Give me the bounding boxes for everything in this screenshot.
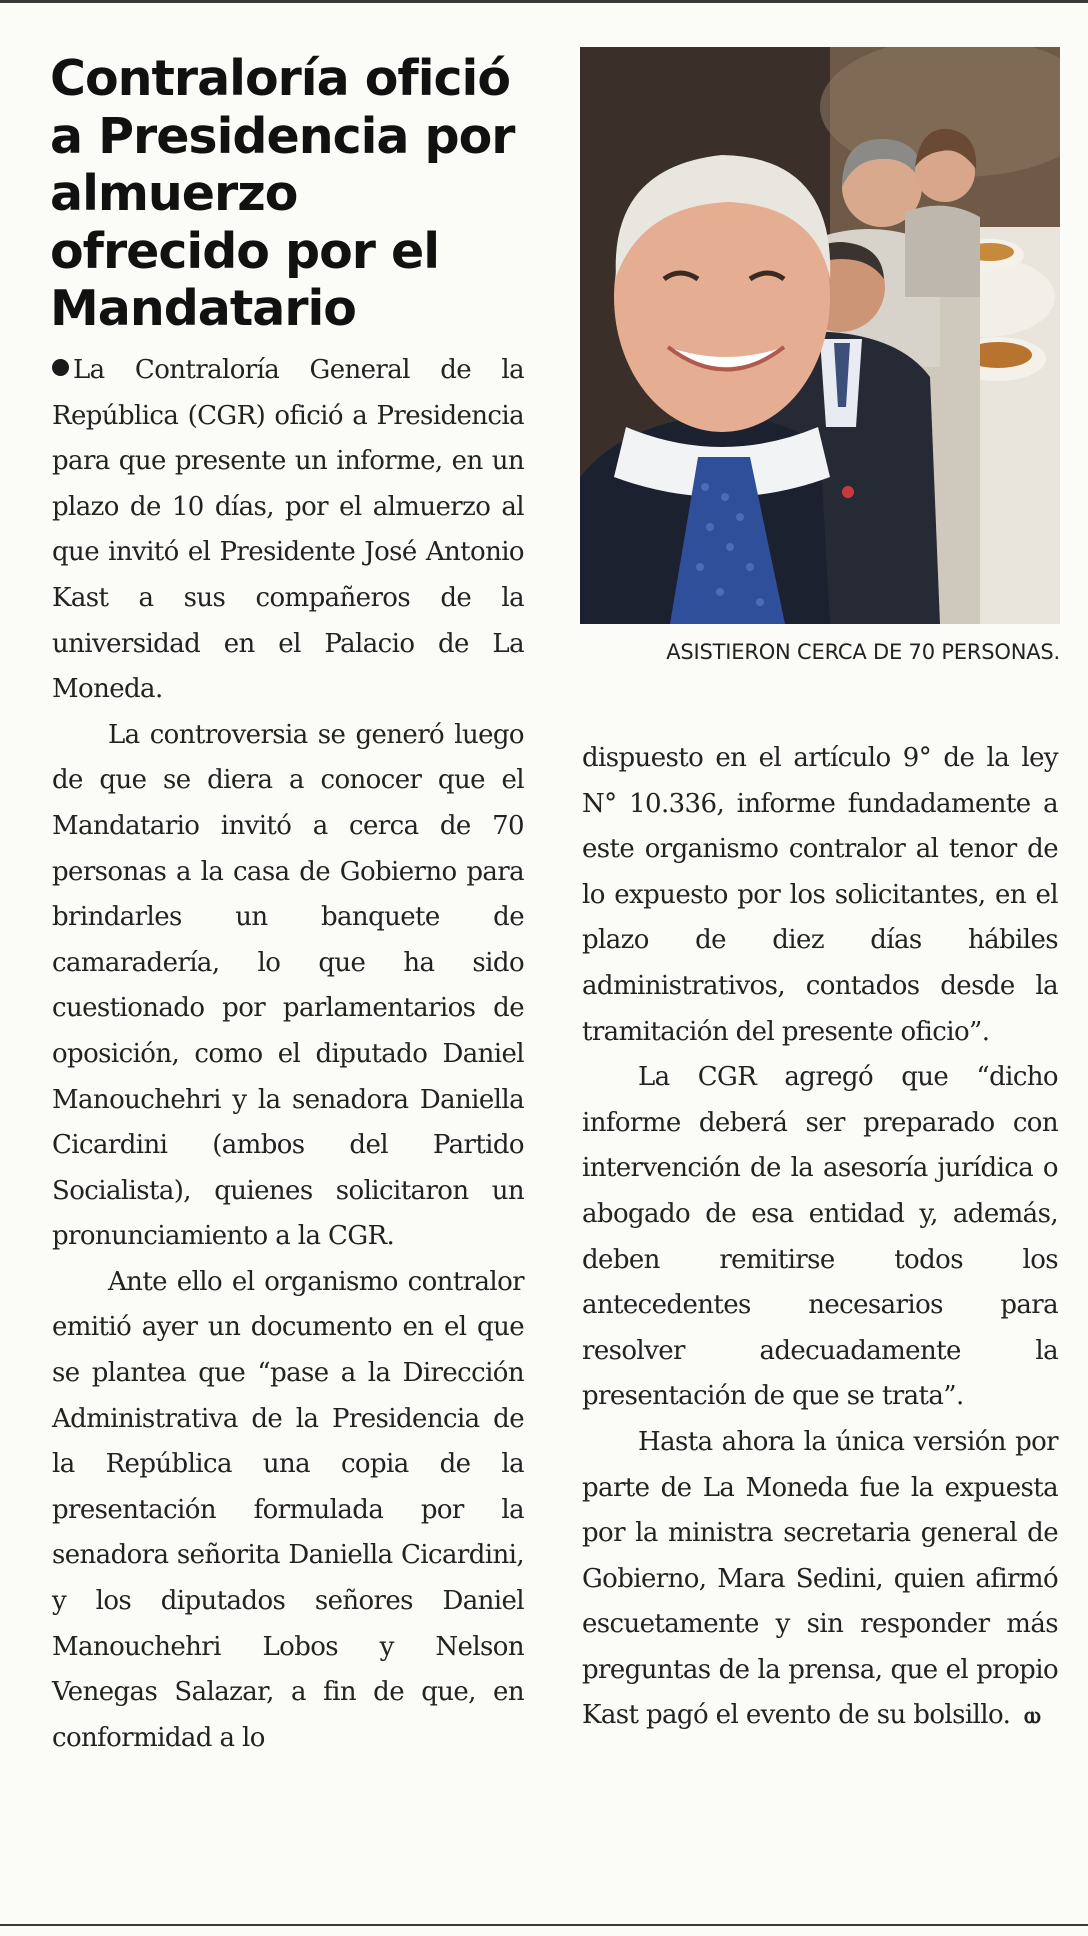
paragraph-5: Hasta ahora la única versión por parte de La Moneda fue la expuesta por la ministra secretaria general de Gobierno, Mara Sedini, quien afirmó escuetamente y sin responder más preguntas de la prensa, que el propio Kast pagó el evento de su bolsillo. ⲱ — [582, 1426, 1058, 1731]
top-rule — [0, 0, 1088, 3]
photo-illustration — [580, 47, 1060, 624]
bottom-rule — [0, 1924, 1088, 1926]
article-photo — [580, 47, 1060, 624]
end-mark-icon: ⲱ — [1024, 1701, 1040, 1730]
paragraph-3-continued: dispuesto en el artículo 9° de la ley N° 10.336, informe fundadamente a este organismo contralor al tenor de lo expuesto por los solicitantes, en el plazo de diez días hábiles administrativos, contados desde la tramitación del presente oficio”. — [582, 743, 1058, 1047]
paragraph-4: La CGR agregó que “dicho informe deberá ser preparado con intervención de la asesoría jurídica o abogado de esa entidad y, además, deben remitirse todos los antecedentes necesarios para resolver adecuadamente la presentación de que se trata”. — [582, 1062, 1058, 1412]
paragraph-3: Ante ello el organismo contralor emitió ayer un documento en el que se plantea que “pase a la Dirección Administrativa de la Presidencia de la República una copia de la presentación formulada por la senadora señorita Daniella Cicardini, y los diputados señores Daniel Manouchehri Lobos y Nelson Venegas Salazar, a fin de que, en conformidad a lo — [52, 1266, 524, 1753]
right-column — [582, 736, 1058, 1739]
bullet-icon — [52, 359, 69, 376]
headline: Contraloría ofició a Presidencia por almuerzo ofrecido por el Mandatario — [50, 50, 515, 337]
photo-caption: ASISTIERON CERCA DE 70 PERSONAS. — [666, 640, 1060, 664]
paragraph-2: La controversia se generó luego de que se diera a conocer que el Mandatario invitó a cerca de 70 personas a la casa de Gobierno para brindarles un banquete de camaradería, lo que ha sido cuestionado por parlamentarios de oposición, como el diputado Daniel Manouchehri y la senadora Daniella Cicardini (ambos del Partido Socialista), quienes solicitaron un pronunciamiento a la CGR. — [52, 719, 524, 1252]
paragraph-1: La Contraloría General de la República (CGR) ofició a Presidencia para que presente un informe, en un plazo de 10 días, por el almuerzo al que invitó el Presidente José Antonio Kast a sus compañeros de la universidad en el Palacio de La Moneda. — [52, 355, 524, 705]
left-column — [52, 348, 524, 1761]
